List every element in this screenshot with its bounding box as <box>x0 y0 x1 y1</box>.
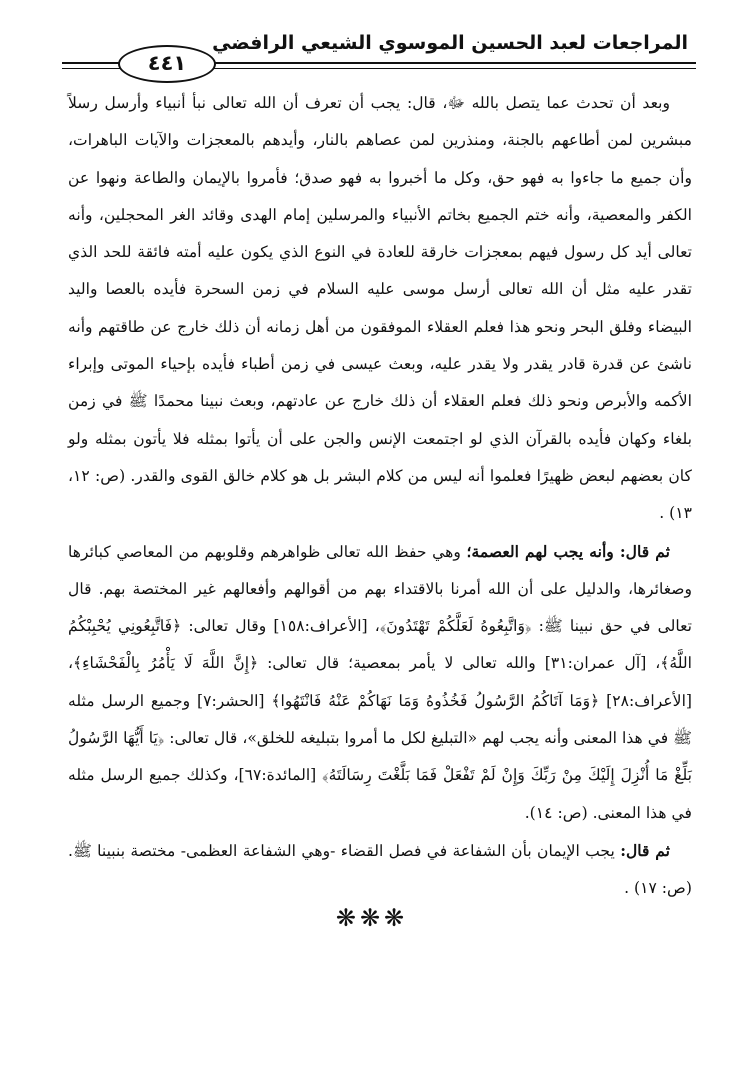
page-number: ٤٤١ <box>118 45 216 83</box>
paragraph-text: يجب الإيمان بأن الشفاعة في فصل القضاء -وهي الشفاعة العظمى- مختصة بنبينا ﷺ. (ص: ١٧) . <box>68 841 692 898</box>
paragraph-lead: ثم قال: وأنه يجب لهم العصمة؛ <box>466 541 670 561</box>
paragraph-2 <box>68 533 692 832</box>
paragraph-3 <box>68 832 692 908</box>
running-title: المراجعات لعبد الحسين الموسوي الشيعي الرافضي <box>212 32 688 54</box>
paragraph-lead: ثم قال: <box>620 840 670 860</box>
section-end-ornament: ❋❋❋ <box>335 904 409 932</box>
paragraph-text: وبعد أن تحدث عما يتصل بالله ﷻ، قال: يجب أن تعرف أن الله تعالى نبأ أنبياء وأرسل رسلاً مبشرين لمن أطاعهم بالجنة، ومنذرين لمن عصاهم بالنار، وأيدهم بالمعجزات والآيات الباهرات، وأن جميع ما جاءوا به فهو حق، وكل ما أخبروا به فهو صدق؛ فأمروا بالإيمان والطاعة ونهوا عن الكفر والمعصية، وأنه ختم الجميع بخاتم الأنبياء والمرسلين إمام الهدى وقائد الغر المحجلين، وأنه تعالى أيد كل رسول فيهم بمعجزات خارقة للعادة في النوع الذي يكون عليه أمته فائقة للحد الذي تقدر عليه مثل أن الله تعالى أرسل موسى عليه السلام في زمن السحرة فأيده بالعصا واليد البيضاء وفلق البحر ونحو هذا فعلم العقلاء الموفقون من أهل زمانه أن ذلك خارج عن طاقتهم وأنه ناشئ عن قدرة قادر يقدر ولا يقدر عليه، وبعث عيسى في زمن أطباء فأيده بإحياء الموتى وإبراء الأكمه والأبرص ونحو ذلك فعلم العقلاء أن ذلك خارج عن عادتهم، وبعث نبينا محمدًا ﷺ في زمن بلغاء وكهان فأيده بالقرآن الذي لو اجتمعت الإنس والجن على أن يأتوا بمثله فلا يأتون بمثله ولو كان بعضهم لبعض ظهيرًا فعلموا أنه ليس من كلام البشر بل هو كلام خالق القوى والقدر. (ص: ١٢، ١٣) . <box>68 94 692 523</box>
page-header <box>62 28 696 75</box>
paragraph-text: وهي حفظ الله تعالى ظواهرهم وقلوبهم من المعاصي كبائرها وصغائرها، والدليل على أن الله أمرنا بالاقتداء بهم من أقوالهم وأفعالهم غير المختصة بهم. قال تعالى في حق نبينا ﷺ: ﴿وَاتَّبِعُوهُ لَعَلَّكُمْ تَهْتَدُونَ﴾، [الأعراف:١٥٨] وقال تعالى: ﴿فَاتَّبِعُونِي يُحْبِبْكُمُ اللَّهُ﴾، [آل عمران:٣١] والله تعالى لا يأمر بمعصية؛ قال تعالى: ﴿إِنَّ اللَّهَ لَا يَأْمُرُ بِالْفَحْشَاءِ﴾، [الأعراف:٢٨] ﴿وَمَا آتَاكُمُ الرَّسُولُ فَخُذُوهُ وَمَا نَهَاكُمْ عَنْهُ فَانْتَهُوا﴾ [الحشر:٧] وجميع الرسل مثله ﷺ في هذا المعنى وأنه يجب لهم «التبليغ لكل ما أمروا بتبليغه للخلق»، قال تعالى: ﴿يَا أَيُّهَا الرَّسُولُ بَلِّغْ مَا أُنْزِلَ إِلَيْكَ مِنْ رَبِّكَ وَإِنْ لَمْ تَفْعَلْ فَمَا بَلَّغْتَ رِسَالَتَهُ﴾ [المائدة:٦٧]، وكذلك جميع الرسل مثله في هذا المعنى. (ص: ١٤). <box>68 542 693 822</box>
paragraph-1 <box>68 84 692 533</box>
body-text <box>68 84 692 908</box>
